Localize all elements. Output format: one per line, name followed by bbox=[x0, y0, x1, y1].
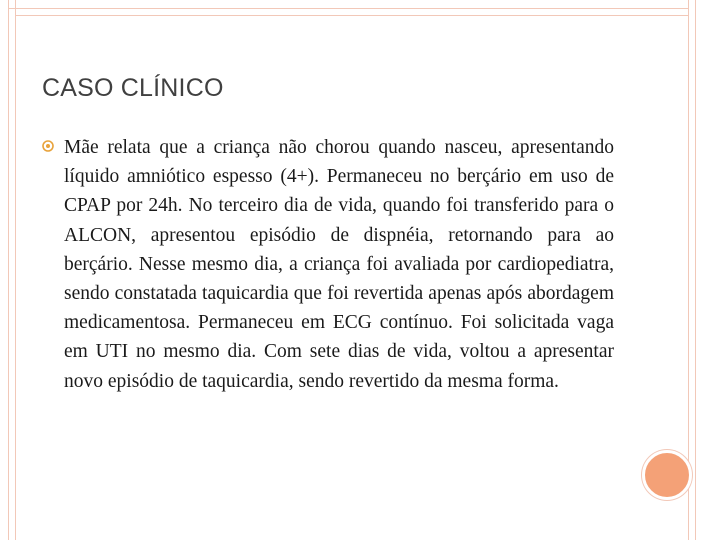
frame-line-left-outer bbox=[8, 0, 9, 540]
bullet-item bbox=[42, 133, 614, 396]
frame-line-right-outer bbox=[688, 0, 689, 540]
accent-circle bbox=[642, 450, 692, 500]
frame-line-right-inner bbox=[695, 0, 696, 540]
frame-line-left-inner bbox=[15, 0, 16, 540]
bullet-text: Mãe relata que a criança não chorou quando nasceu, apresentando líquido amniótico espesso (4+). Permaneceu no berçário em uso de CPAP por 24h. No terceiro dia de vida, quando foi transferido para o ALCON, apresentou episódio de dispnéia, retornando para ao berçário. Nesse mesmo dia, a criança foi avaliada por cardiopediatra, sendo constatada taquicardia que foi revertida apenas após abordagem medicamentosa. Permaneceu em ECG contínuo. Foi solicitada vaga em UTI no mesmo dia. Com sete dias de vida, voltou a apresentar novo episódio de taquicardia, sendo revertido da mesma forma. bbox=[64, 137, 614, 392]
frame-line-top-inner bbox=[15, 15, 688, 16]
slide-body bbox=[42, 133, 614, 396]
sun-bullet-icon bbox=[42, 139, 54, 151]
frame-line-top bbox=[8, 8, 689, 9]
slide-title: CASO CLÍNICO bbox=[42, 74, 224, 102]
